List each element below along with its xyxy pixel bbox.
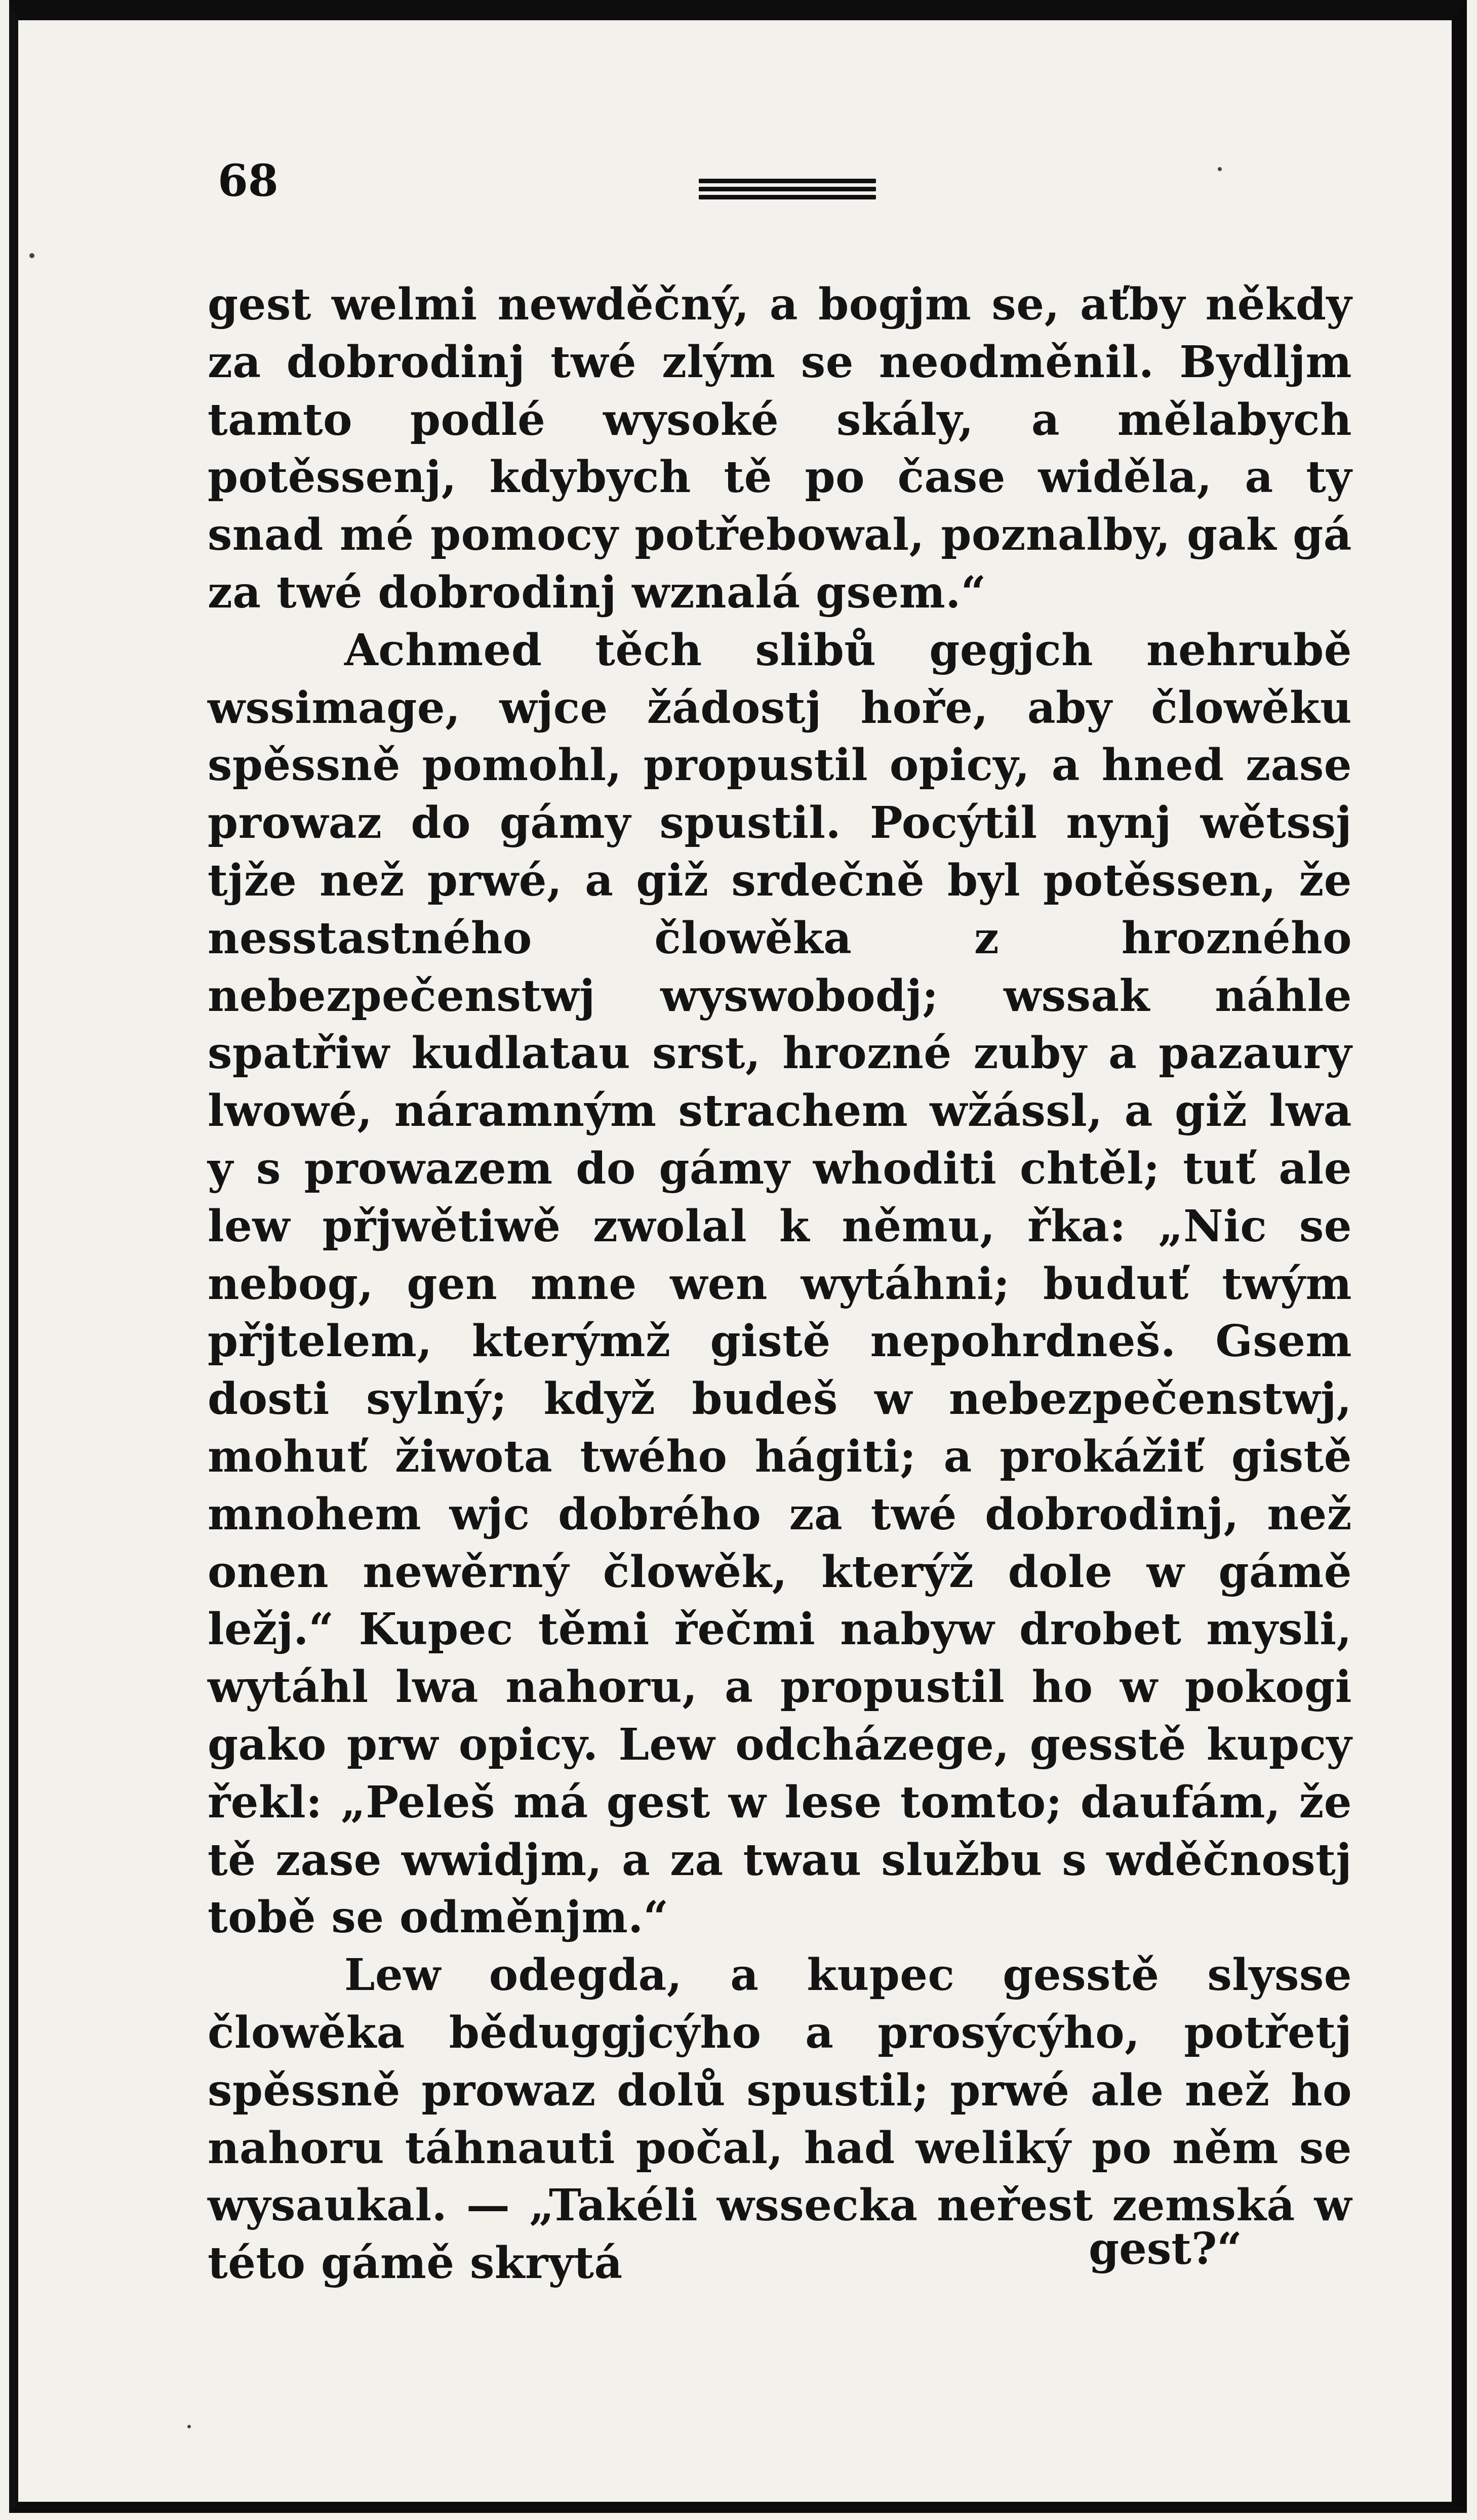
page-header: [218, 155, 1271, 230]
body-text: [208, 276, 1352, 2292]
paragraph: Lew odegda, a kupec gesstě slysse člowěka běduggjcýho a prosýcýho, potřetj spěssně prowaz dolů spustil; prwé ale než ho nahoru táhnauti počal, had weliký po něm se wysaukal. — „Takéli wssecka neřest zemská w této gámě skrytá: [208, 1949, 1352, 2289]
page-number: 68: [218, 155, 278, 207]
paragraph: Achmed těch slibů gegjch nehrubě wssimage, wjce žádostj hoře, aby člowěku spěssně pomohl, propustil opicy, a hned zase prowaz do gámy spustil. Pocýtil nynj wětssj tjže než prwé, a giž srdečně byl potěssen, že nesstastného člowěka z hrozného nebezpečenstwj wyswobodj; wssak náhle spatřiw kudlatau srst, hrozné zuby a pazaury lwowé, náramným strachem wžássl, a giž lwa y s prowazem do gámy whoditi chtěl; tuť ale lew přjwětiwě zwolal k němu, řka: „Nic se nebog, gen mne wen wytáhni; buduť twým přjtelem, kterýmž gistě nepohrdneš. Gsem dosti sylný; když budeš w nebezpečenstwj, mohuť žiwota twého hágiti; a prokážiť gistě mnohem wjc dobrého za twé dobrodinj, než onen newěrný člowěk, kterýž dole w gámě ležj.“ Kupec těmi řečmi nabyw drobet mysli, wytáhl lwa nahoru, a propustil ho w pokogi gako prw opicy. Lew odcházege, gesstě kupcy řekl: „Peleš má gest w lese tomto; daufám, že tě zase wwidjm, a za twau službu s wděčnostj tobě se odměnjm.“: [208, 624, 1352, 1943]
paragraph: gest welmi newděčný, a bogjm se, aťby někdy za dobrodinj twé zlým se neodměnil. Bydljm tamto podlé wysoké skály, a mělabych potěssenj, kdybych tě po čase widěla, a ty snad mé pomocy potřebowal, poznalby, gak gá za twé dobrodinj wznalá gsem.“: [208, 279, 1352, 618]
scan-speck: [187, 2425, 191, 2428]
scan-speck: [1218, 167, 1222, 171]
closing-line: gest?“: [1089, 2223, 1242, 2274]
scan-speck: [29, 253, 34, 258]
header-ornament: [699, 179, 876, 203]
